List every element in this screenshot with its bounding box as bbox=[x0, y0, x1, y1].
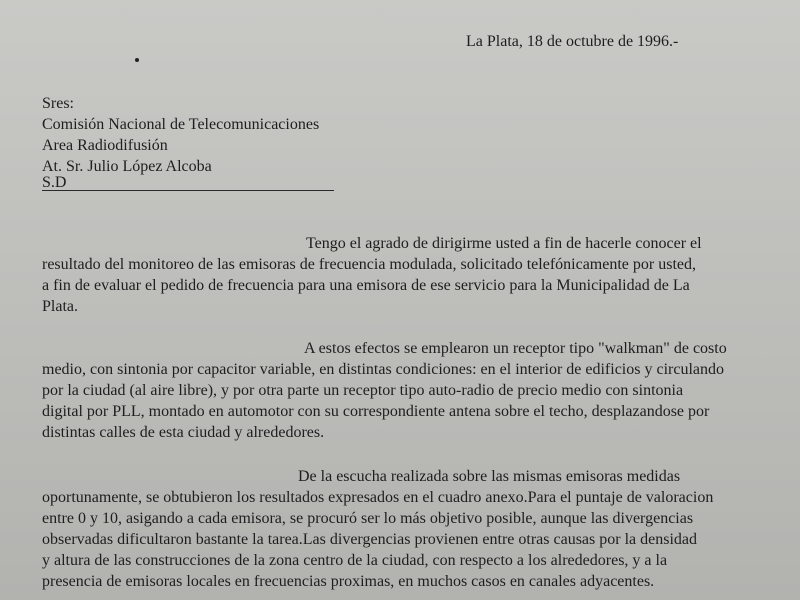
salutation: Sres: bbox=[42, 95, 74, 112]
paragraph-line: resultado del monitoreo de las emisoras de frecuencia modulada, solicitado telefónicamente por usted, bbox=[42, 256, 696, 273]
paragraph-line: por la ciudad (al aire libre), y por otra parte un receptor tipo auto-radio de precio medio con sintonia bbox=[42, 382, 684, 399]
ink-speck bbox=[135, 58, 139, 62]
recipient-sd: S.D bbox=[42, 176, 334, 191]
recipient-block bbox=[42, 93, 319, 177]
paragraph-line: y altura de las construcciones de la zona centro de la ciudad, con respecto a los alrededores, y a la bbox=[42, 552, 668, 569]
paragraph-line: Plata. bbox=[42, 298, 78, 315]
paragraph-line: De la escucha realizada sobre las mismas emisoras medidas bbox=[298, 468, 681, 485]
paragraph-line: oportunamente, se obtubieron los resultados expresados en el cuadro anexo.Para el puntaje de valoracion bbox=[42, 489, 714, 506]
paragraph-line: entre 0 y 10, asigando a cada emisora, se procuró ser lo más objetivo posible, aunque las divergencias bbox=[42, 510, 694, 527]
paragraph-line: distintas calles de esta ciudad y alrededores. bbox=[42, 424, 325, 441]
paragraph-line: medio, con sintonia por capacitor variable, en distintas condiciones: en el interior de edificios y circulando bbox=[42, 361, 724, 378]
paragraph-line: a fin de evaluar el pedido de frecuencia para una emisora de ese servicio para la Municipalidad de La bbox=[42, 277, 690, 294]
recipient-organization: Comisión Nacional de Telecomunicaciones bbox=[42, 116, 320, 133]
paragraph-line: digital por PLL, montado en automotor con su correspondiente antena sobre el techo, desplazandose por bbox=[42, 403, 710, 420]
recipient-attention: At. Sr. Julio López Alcoba bbox=[42, 158, 212, 175]
paragraph-2 bbox=[42, 338, 775, 443]
letter-date: La Plata, 18 de octubre de 1996.- bbox=[466, 33, 679, 50]
paragraph-1 bbox=[42, 233, 775, 317]
paragraph-line: presencia de emisoras locales en frecuencias proximas, en muchos casos en canales adyacentes. bbox=[42, 573, 655, 590]
paragraph-line: A estos efectos se emplearon un receptor tipo "walkman" de costo bbox=[304, 340, 727, 357]
paragraph-line: observadas dificultaron bastante la tarea.Las divergencias provienen entre otras causas por la densidad bbox=[42, 531, 697, 548]
recipient-area: Area Radiodifusión bbox=[42, 137, 168, 154]
paragraph-3 bbox=[42, 466, 775, 592]
paragraph-line: Tengo el agrado de dirigirme usted a fin de hacerle conocer el bbox=[306, 235, 702, 252]
